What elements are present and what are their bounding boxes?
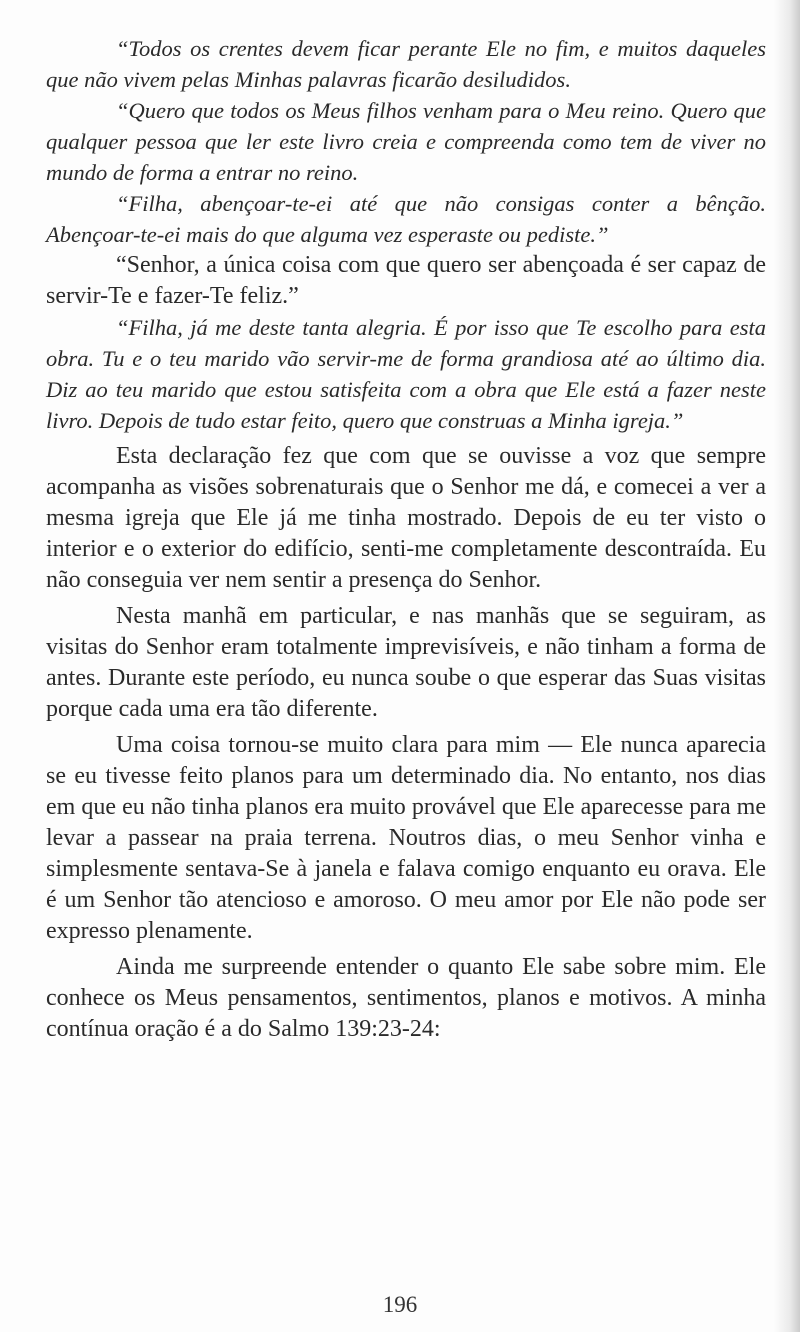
paragraph-6: Esta declaração fez que com que se ouvisse a voz que sempre acompanha as visões sobrenaturais que o Senhor me dá, e comecei a ver a mesma igreja que Ele já me tinha mostrado. Depois de eu ter visto o interior e o exterior do edifício, senti-me completamente descontraída. Eu não conseguia ver nem sentir a presença do Senhor. [46,443,766,593]
body-text [46,33,766,1045]
paragraph-3: “Filha, abençoar-te-ei até que não consigas conter a bênção. Abençoar-te-ei mais do que alguma vez esperaste ou pediste.” [46,191,766,247]
paragraph-8: Uma coisa tornou-se muito clara para mim — Ele nunca aparecia se eu tivesse feito planos para um determinado dia. No entanto, nos dias em que eu não tinha planos era muito provável que Ele aparecesse para me levar a passear na praia terrena. Noutros dias, o meu Senhor vinha e simplesmente sentava-Se à janela e falava comigo enquanto eu orava. Ele é um Senhor tão atencioso e amoroso. O meu amor por Ele não pode ser expresso plenamente. [46,732,766,944]
paragraph-2: “Quero que todos os Meus filhos venham para o Meu reino. Quero que qualquer pessoa que ler este livro creia e compreenda como tem de viver no mundo de forma a entrar no reino. [46,98,766,185]
paragraph-1: “Todos os crentes devem ficar perante Ele no fim, e muitos daqueles que não vivem pelas Minhas palavras ficarão desiludidos. [46,36,766,92]
paragraph-9: Ainda me surpreende entender o quanto Ele sabe sobre mim. Ele conhece os Meus pensamentos, sentimentos, planos e motivos. A minha contínua oração é a do Salmo 139:23-24: [46,954,766,1042]
page-edge-shadow [774,0,800,1332]
paragraph-5: “Filha, já me deste tanta alegria. É por isso que Te escolho para esta obra. Tu e o teu marido vão servir-me de forma grandiosa até ao último dia. Diz ao teu marido que estou satisfeita com a obra que Ele está a fazer neste livro. Depois de tudo estar feito, quero que construas a Minha igreja.” [46,315,766,433]
paragraph-4: “Senhor, a única coisa com que quero ser abençoada é ser capaz de servir-Te e fazer-Te feliz.” [46,252,766,309]
paragraph-7: Nesta manhã em particular, e nas manhãs que se seguiram, as visitas do Senhor eram totalmente imprevisíveis, e não tinham a forma de antes. Durante este período, eu nunca soube o que esperar das Suas visitas porque cada uma era tão diferente. [46,603,766,722]
page-number: 196 [382,1292,418,1317]
